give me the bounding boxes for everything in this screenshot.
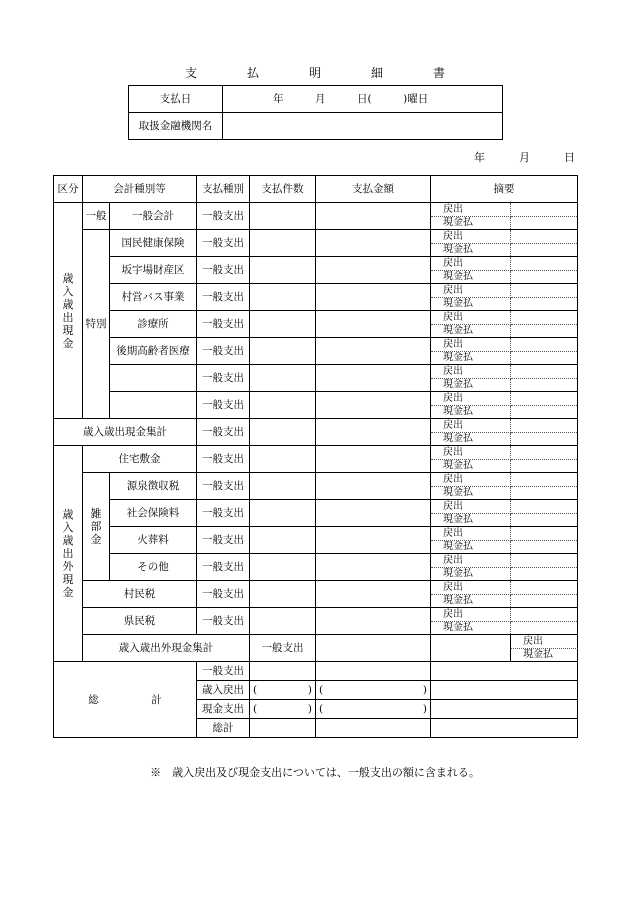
amount-field[interactable]	[316, 473, 431, 500]
account-name: 源泉徴収税	[110, 473, 197, 500]
title-char: 払	[246, 66, 259, 80]
kind-general: 一般支出	[250, 635, 316, 662]
amount-field[interactable]	[316, 230, 431, 257]
genkin-label: 現金払	[431, 514, 511, 527]
header-table	[128, 85, 503, 140]
modoshi-label: 戻出	[431, 338, 511, 352]
genkin-label: 現金払	[511, 649, 578, 662]
genkin-label: 現金払	[431, 217, 511, 230]
footnote: ※ 歳入戻出及び現金支出については、一般支出の額に含まれる。	[150, 766, 480, 779]
genkin-label: 現金払	[431, 622, 511, 635]
modoshi-label: 戻出	[431, 500, 511, 514]
group-label	[54, 203, 83, 419]
modoshi-value[interactable]	[511, 581, 578, 595]
genkin-label: 現金払	[431, 406, 511, 419]
modoshi-label: 戻出	[431, 554, 511, 568]
genkin-value[interactable]	[511, 568, 578, 581]
vertical-label: 歳入歳出現金	[62, 271, 74, 350]
genkin-label: 現金払	[431, 244, 511, 257]
account-name: 後期高齢者医療	[110, 338, 197, 365]
modoshi-label: 戻出	[431, 608, 511, 622]
total-count[interactable]	[250, 719, 316, 738]
kind-general: 一般支出	[197, 500, 250, 527]
total-count-paren[interactable]	[250, 700, 316, 719]
account-zatsubu	[83, 473, 110, 581]
genkin-label: 現金払	[431, 379, 511, 392]
modoshi-label: 戻出	[431, 527, 511, 541]
count-field[interactable]	[250, 284, 316, 311]
title-char: 細	[371, 66, 384, 80]
paren-open: (	[319, 684, 324, 696]
amount-field[interactable]	[316, 500, 431, 527]
amount-field[interactable]	[316, 608, 431, 635]
account-ippan: 一般	[83, 203, 110, 230]
count-field[interactable]	[250, 554, 316, 581]
amount-field[interactable]	[316, 257, 431, 284]
genkin-value[interactable]	[511, 325, 578, 338]
genkin-value[interactable]	[511, 622, 578, 635]
count-field[interactable]	[250, 581, 316, 608]
amount-field[interactable]	[316, 392, 431, 419]
kind-general: 一般支出	[197, 608, 250, 635]
total-amount-paren[interactable]	[316, 700, 431, 719]
col-count: 支払件数	[250, 176, 316, 203]
amount-field[interactable]	[316, 338, 431, 365]
genkin-label: 現金払	[431, 460, 511, 473]
total-row-label: 歳入戻出	[197, 681, 250, 700]
paren-open: (	[319, 703, 324, 715]
modoshi-value[interactable]	[511, 284, 578, 298]
count-field[interactable]	[250, 500, 316, 527]
modoshi-value[interactable]	[511, 203, 578, 217]
total-amount[interactable]	[316, 662, 431, 681]
genkin-value[interactable]	[511, 244, 578, 257]
total-count[interactable]	[250, 662, 316, 681]
subtotal-2: 歳入歳出外現金集計	[83, 635, 250, 662]
title-char: 支	[184, 66, 197, 80]
year-label: 年	[474, 151, 485, 164]
genkin-label: 現金払	[431, 568, 511, 581]
modoshi-value[interactable]	[511, 230, 578, 244]
amount-field[interactable]	[431, 635, 511, 662]
kind-general: 一般支出	[197, 311, 250, 338]
kind-general: 一般支出	[197, 203, 250, 230]
account-tokubetsu: 特別	[83, 230, 110, 419]
total-row-label: 一般支出	[197, 662, 250, 681]
modoshi-value[interactable]	[511, 338, 578, 352]
paren-close: )	[307, 703, 312, 715]
issue-date	[474, 149, 575, 165]
genkin-value[interactable]	[511, 217, 578, 230]
genkin-label: 現金払	[431, 298, 511, 311]
amount-field[interactable]	[316, 284, 431, 311]
total-summary[interactable]	[431, 719, 578, 738]
count-field[interactable]	[250, 527, 316, 554]
paren-close: )	[422, 684, 427, 696]
genkin-value[interactable]	[511, 298, 578, 311]
amount-field[interactable]	[316, 527, 431, 554]
account-name: 村営バス事業	[110, 284, 197, 311]
pay-date-field[interactable]: 年 月 日( )曜日	[223, 86, 503, 113]
paren-open: (	[253, 684, 258, 696]
amount-field[interactable]	[316, 311, 431, 338]
modoshi-value[interactable]	[511, 419, 578, 433]
count-field[interactable]	[250, 419, 316, 446]
modoshi-label: 戻出	[431, 311, 511, 325]
amount-field[interactable]	[316, 365, 431, 392]
account-name[interactable]	[110, 365, 197, 392]
total-amount-paren[interactable]	[316, 681, 431, 700]
col-amount: 支払金額	[316, 176, 431, 203]
subtotal-1: 歳入歳出現金集計	[54, 419, 197, 446]
genkin-value[interactable]	[511, 352, 578, 365]
bank-field[interactable]	[223, 113, 503, 140]
modoshi-value[interactable]	[511, 446, 578, 460]
account-name: その他	[110, 554, 197, 581]
document-title	[0, 64, 630, 81]
genkin-value[interactable]	[511, 460, 578, 473]
genkin-label: 現金払	[431, 433, 511, 446]
kind-general: 一般支出	[197, 338, 250, 365]
kind-general: 一般支出	[197, 527, 250, 554]
count-field[interactable]	[250, 392, 316, 419]
grand-total-label: 総 計	[54, 662, 197, 738]
modoshi-label: 戻出	[431, 581, 511, 595]
genkin-value[interactable]	[511, 487, 578, 500]
amount-field[interactable]	[316, 446, 431, 473]
genkin-label: 現金払	[431, 487, 511, 500]
group-label	[54, 446, 83, 662]
col-account: 会計種別等	[83, 176, 197, 203]
count-field[interactable]	[250, 203, 316, 230]
modoshi-value[interactable]	[511, 527, 578, 541]
col-kind: 支払種別	[197, 176, 250, 203]
modoshi-label: 戻出	[431, 419, 511, 433]
modoshi-label: 戻出	[431, 365, 511, 379]
day-label: 日	[564, 151, 575, 164]
account-name[interactable]	[110, 392, 197, 419]
paren-open: (	[253, 703, 258, 715]
amount-field[interactable]	[316, 581, 431, 608]
genkin-value[interactable]	[511, 379, 578, 392]
total-row-label: 総計	[197, 719, 250, 738]
amount-field[interactable]	[316, 554, 431, 581]
genkin-label: 現金払	[431, 541, 511, 554]
modoshi-value[interactable]	[511, 554, 578, 568]
paren-close: )	[307, 684, 312, 696]
title-char: 明	[308, 66, 321, 80]
genkin-value[interactable]	[511, 595, 578, 608]
genkin-value[interactable]	[511, 271, 578, 284]
total-summary[interactable]	[431, 700, 578, 719]
count-field[interactable]	[250, 473, 316, 500]
total-summary[interactable]	[431, 681, 578, 700]
vertical-label: 歳入歳出外現金	[62, 508, 74, 599]
genkin-value[interactable]	[511, 514, 578, 527]
kind-general: 一般支出	[197, 419, 250, 446]
account-name: 火葬料	[110, 527, 197, 554]
modoshi-label: 戻出	[511, 635, 578, 649]
bank-label: 取扱金融機関名	[129, 113, 223, 140]
genkin-label: 現金払	[431, 352, 511, 365]
count-field[interactable]	[250, 311, 316, 338]
modoshi-value[interactable]	[511, 392, 578, 406]
pay-date-label: 支払日	[129, 86, 223, 113]
modoshi-label: 戻出	[431, 473, 511, 487]
account-name: 診療所	[110, 311, 197, 338]
total-row-label: 現金支出	[197, 700, 250, 719]
account-name: 坂宇場財産区	[110, 257, 197, 284]
modoshi-value[interactable]	[511, 608, 578, 622]
genkin-label: 現金払	[431, 325, 511, 338]
genkin-value[interactable]	[511, 433, 578, 446]
payment-detail-table	[53, 175, 578, 738]
vertical-label: 雑部金	[90, 507, 102, 546]
genkin-value[interactable]	[511, 406, 578, 419]
kind-general: 一般支出	[197, 473, 250, 500]
account-name: 国民健康保険	[110, 230, 197, 257]
count-field[interactable]	[250, 365, 316, 392]
modoshi-label: 戻出	[431, 284, 511, 298]
genkin-label: 現金払	[431, 595, 511, 608]
kind-general: 一般支出	[197, 284, 250, 311]
paren-close: )	[422, 703, 427, 715]
kind-general: 一般支出	[197, 230, 250, 257]
total-amount[interactable]	[316, 719, 431, 738]
modoshi-value[interactable]	[511, 473, 578, 487]
kind-general: 一般支出	[197, 581, 250, 608]
modoshi-label: 戻出	[431, 392, 511, 406]
modoshi-value[interactable]	[511, 500, 578, 514]
account-name: 社会保険料	[110, 500, 197, 527]
modoshi-value[interactable]	[511, 311, 578, 325]
account-name: 住宅敷金	[83, 446, 197, 473]
total-summary[interactable]	[431, 662, 578, 681]
count-field[interactable]	[250, 230, 316, 257]
col-summary: 摘要	[431, 176, 578, 203]
account-name: 一般会計	[110, 203, 197, 230]
account-name: 県民税	[83, 608, 197, 635]
month-label: 月	[519, 151, 530, 164]
account-name: 村民税	[83, 581, 197, 608]
genkin-value[interactable]	[511, 541, 578, 554]
modoshi-label: 戻出	[431, 257, 511, 271]
kind-general: 一般支出	[197, 365, 250, 392]
amount-field[interactable]	[316, 419, 431, 446]
modoshi-label: 戻出	[431, 230, 511, 244]
count-field[interactable]	[316, 635, 431, 662]
count-field[interactable]	[250, 257, 316, 284]
kind-general: 一般支出	[197, 446, 250, 473]
total-count-paren[interactable]	[250, 681, 316, 700]
kind-general: 一般支出	[197, 554, 250, 581]
kind-general: 一般支出	[197, 257, 250, 284]
col-kubun: 区分	[54, 176, 83, 203]
modoshi-value[interactable]	[511, 257, 578, 271]
title-char: 書	[433, 66, 446, 80]
kind-general: 一般支出	[197, 392, 250, 419]
modoshi-value[interactable]	[511, 365, 578, 379]
count-field[interactable]	[250, 338, 316, 365]
genkin-label: 現金払	[431, 271, 511, 284]
amount-field[interactable]	[316, 203, 431, 230]
modoshi-label: 戻出	[431, 203, 511, 217]
count-field[interactable]	[250, 446, 316, 473]
count-field[interactable]	[250, 608, 316, 635]
modoshi-label: 戻出	[431, 446, 511, 460]
